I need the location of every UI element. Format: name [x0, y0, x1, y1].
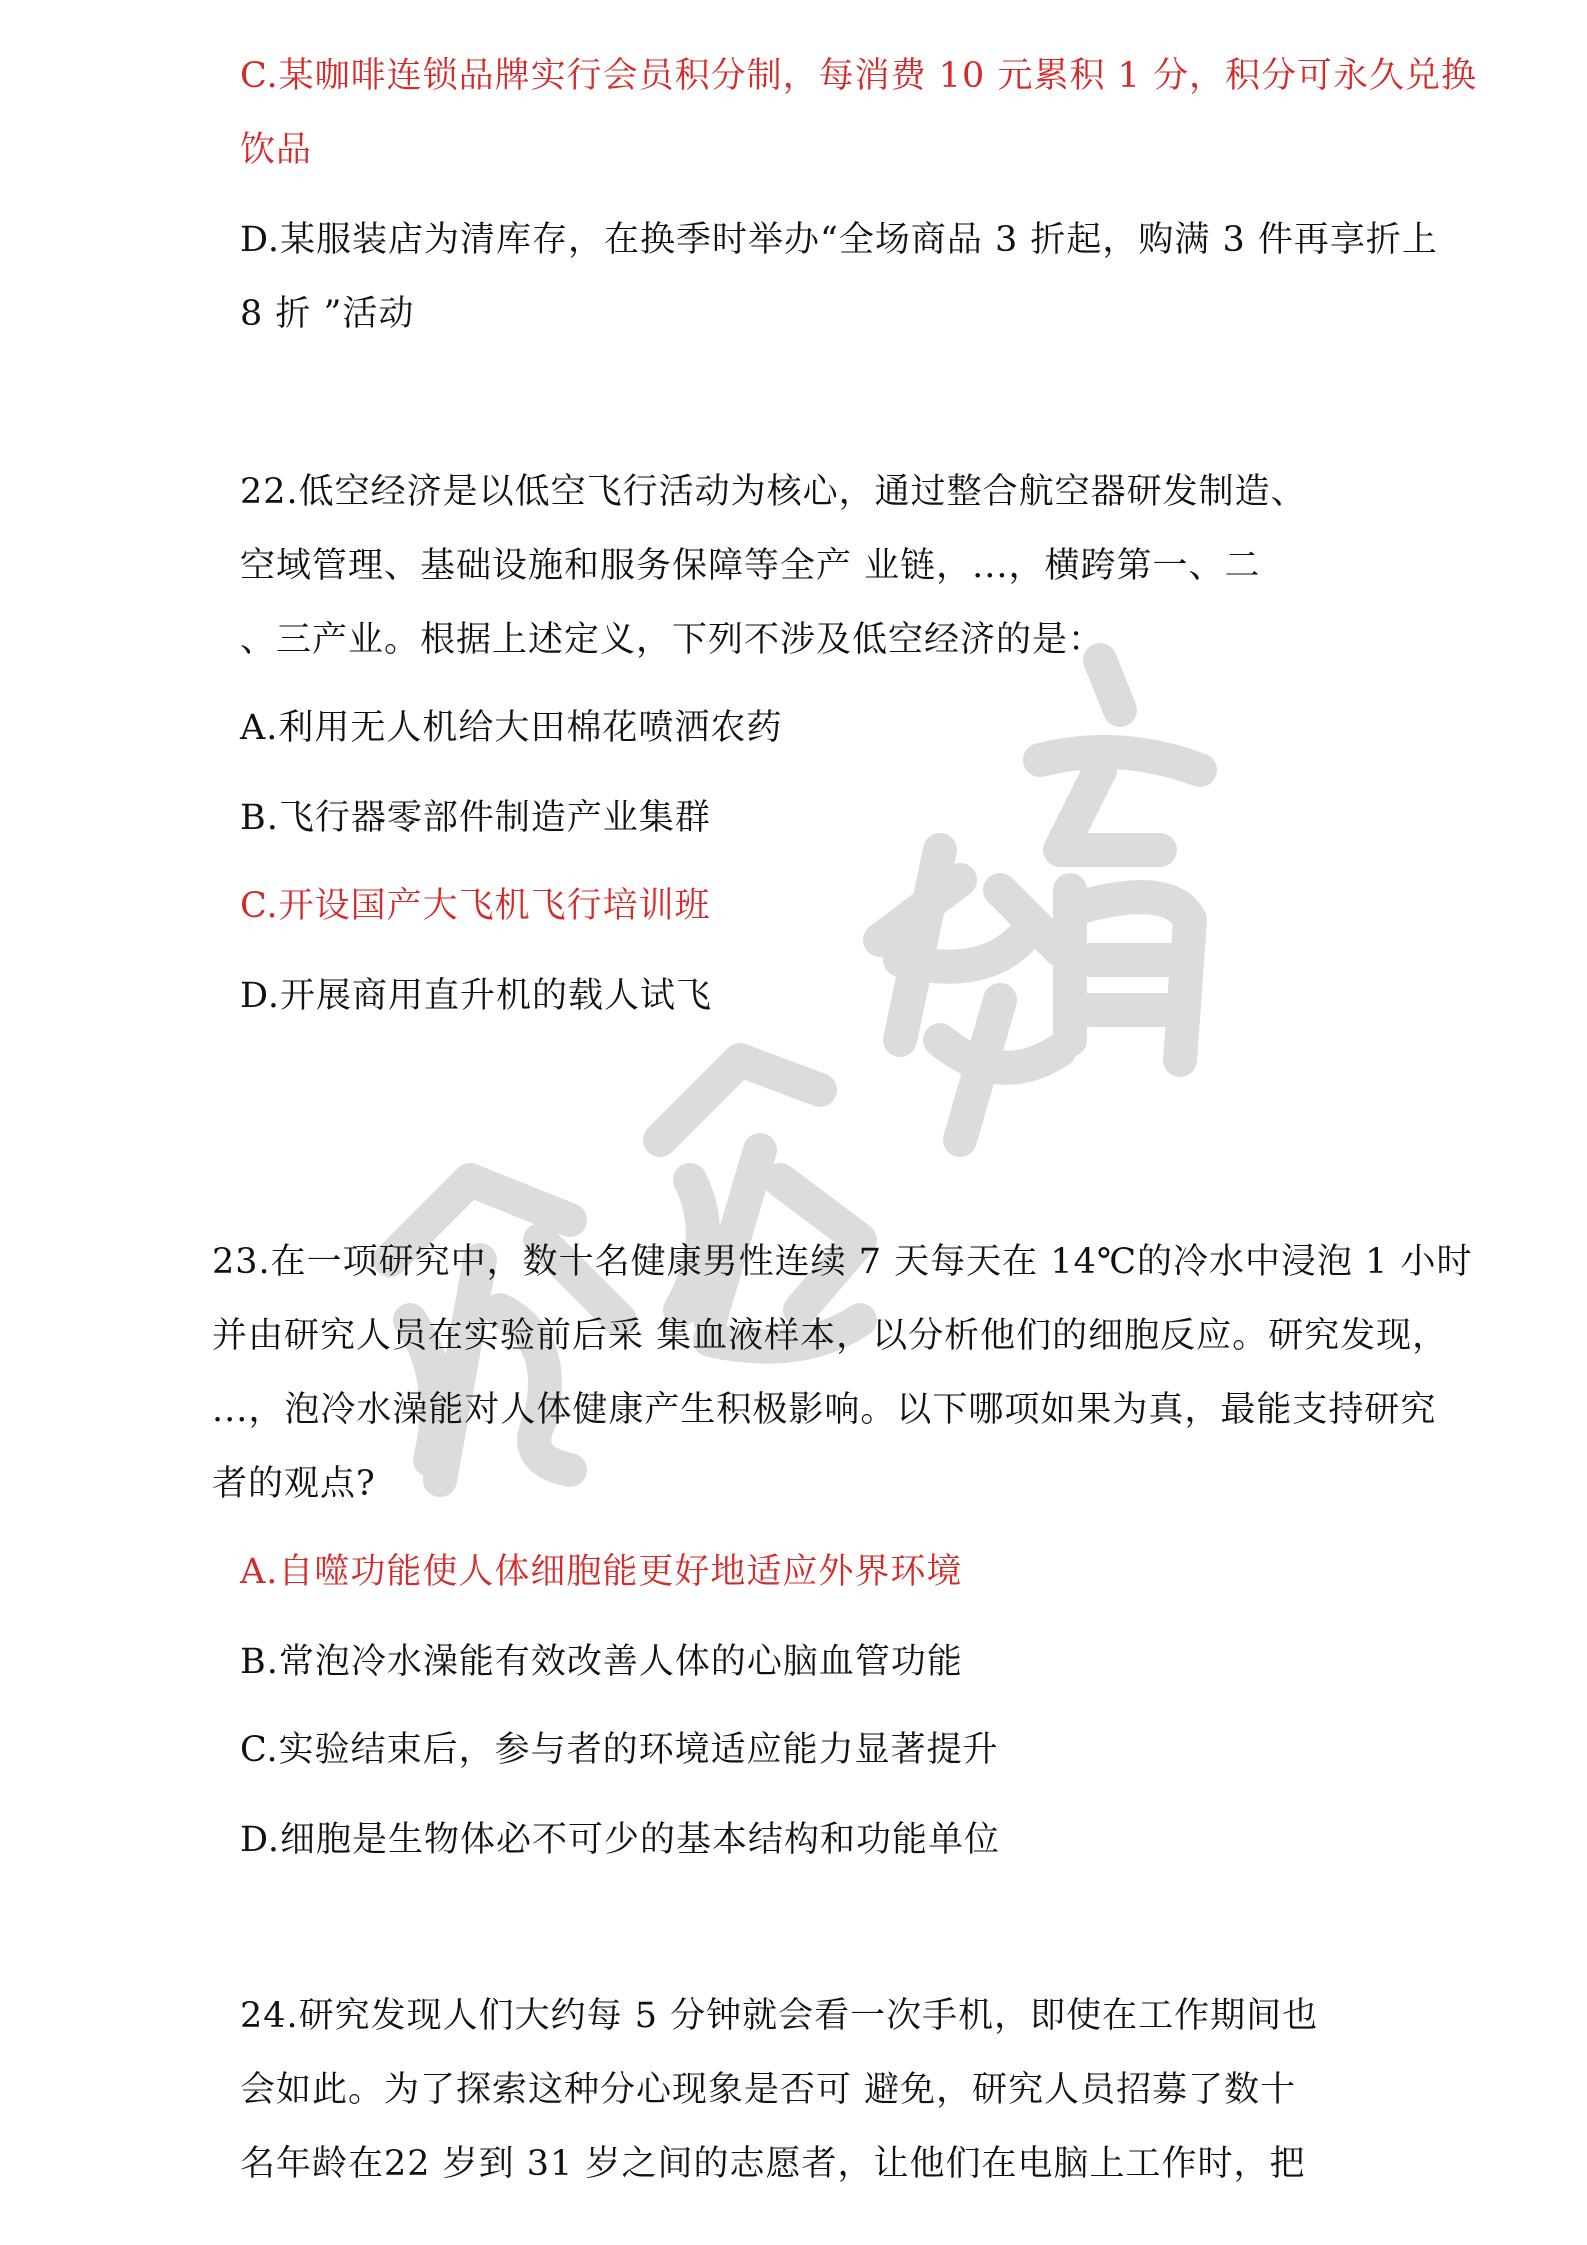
q21-option-d-line2: 8 折 ”活动 [240, 294, 415, 334]
q23-stem-line2: 并由研究人员在实验前后采 集血液样本，以分析他们的细胞反应。研究发现， [212, 1316, 1449, 1356]
q21-option-c-line2: 饮品 [240, 130, 313, 170]
watermark-logo [240, 620, 1340, 1520]
q23-option-d: D.细胞是生物体必不可少的基本结构和功能单位 [240, 1820, 1000, 1860]
watermark-brush-strokes [240, 620, 1340, 1520]
q22-option-a: A.利用无人机给大田棉花喷洒农药 [240, 708, 783, 748]
q24-stem-line2: 会如此。为了探索这种分心现象是否可 避免，研究人员招募了数十 [240, 2070, 1297, 2110]
q23-stem-line4: 者的观点? [212, 1464, 376, 1504]
q23-stem-line1: 23.在一项研究中，数十名健康男性连续 7 天每天在 14℃的冷水中浸泡 1 小时 [212, 1242, 1473, 1282]
q24-stem-line3: 名年龄在22 岁到 31 岁之间的志愿者，让他们在电脑上工作时，把 [240, 2144, 1306, 2184]
q23-option-b: B.常泡冷水澡能有效改善人体的心脑血管功能 [240, 1642, 963, 1682]
q23-option-c: C.实验结束后，参与者的环境适应能力显著提升 [240, 1730, 999, 1770]
q22-stem-line1: 22.低空经济是以低空飞行活动为核心，通过整合航空器研发制造、 [240, 472, 1307, 512]
q22-option-d: D.开展商用直升机的载人试飞 [240, 976, 712, 1016]
q22-stem-line2: 空域管理、基础设施和服务保障等全产 业链，...，横跨第一、二 [240, 546, 1261, 586]
q23-option-a: A.自噬功能使人体细胞能更好地适应外界环境 [240, 1552, 963, 1592]
q22-stem-line3: 、三产业。根据上述定义，下列不涉及低空经济的是： [240, 620, 1105, 660]
q22-option-b: B.飞行器零部件制造产业集群 [240, 798, 711, 838]
q23-stem-line3: ...，泡冷水澡能对人体健康产生积极影响。以下哪项如果为真，最能支持研究 [212, 1390, 1437, 1430]
q21-option-d-line1: D.某服装店为清库存，在换季时举办“全场商品 3 折起，购满 3 件再享折上 [240, 220, 1438, 260]
q24-stem-line1: 24.研究发现人们大约每 5 分钟就会看一次手机，即使在工作期间也 [240, 1996, 1319, 2036]
q22-option-c: C.开设国产大飞机飞行培训班 [240, 886, 711, 926]
q21-option-c-line1: C.某咖啡连锁品牌实行会员积分制，每消费 10 元累积 1 分，积分可永久兑换 [240, 56, 1477, 96]
